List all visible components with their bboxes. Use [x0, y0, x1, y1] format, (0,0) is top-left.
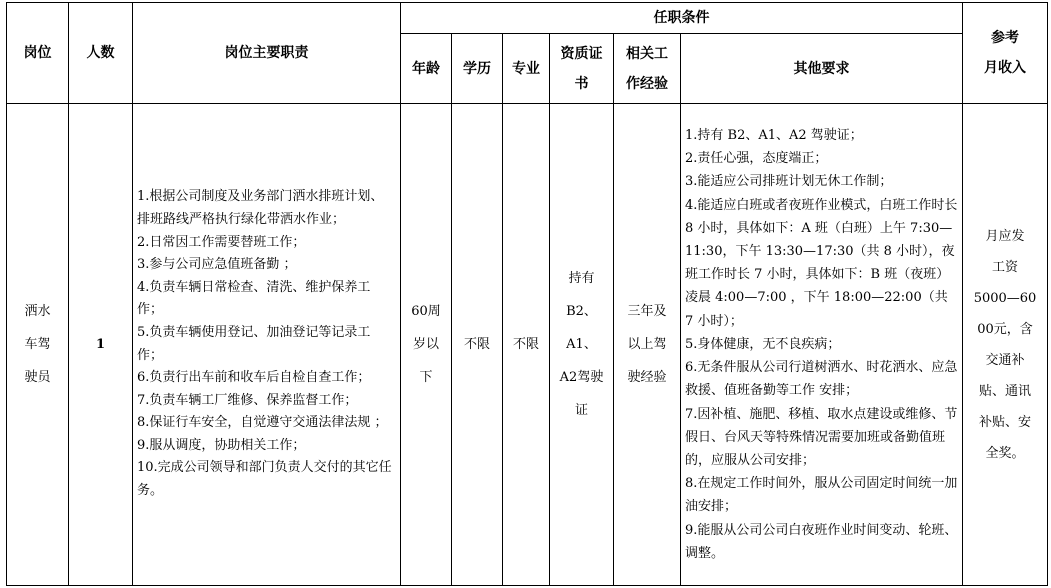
experience-line: 三年及 [627, 304, 667, 319]
duty-item: 9.服从调度，协助相关工作； [137, 437, 306, 453]
duty-item: 6.负责行出车前和收车后自检自查工作； [137, 370, 371, 386]
income-line: 交通补 [985, 352, 1025, 368]
duty-item: 5.负责车辆使用登记、加油登记等记录工作； [137, 324, 371, 363]
job-table [6, 2, 1048, 586]
cell-other [681, 104, 963, 586]
cell-education: 不限 [452, 104, 503, 586]
position-line: 驶员 [24, 370, 51, 385]
certificate-line: 持有 [568, 271, 595, 286]
income-line: 工资 [992, 259, 1019, 275]
header-other: 其他要求 [681, 34, 963, 104]
experience-line: 驶经验 [627, 370, 667, 385]
header-major: 专业 [503, 34, 550, 104]
cell-position [7, 104, 69, 586]
other-item: 5.身体健康，无不良疾病； [685, 336, 841, 352]
cell-experience [614, 104, 681, 586]
other-item: 2.责任心强，态度端正； [685, 151, 828, 167]
certificate-line: A2驾驶 [559, 370, 604, 385]
header-income [963, 3, 1048, 104]
age-line: 下 [419, 370, 433, 385]
experience-line: 以上驾 [627, 337, 667, 352]
header-experience-line2: 作经验 [626, 75, 668, 92]
duty-item: 3.参与公司应急值班备勤 ； [137, 257, 297, 273]
other-item: 4.能适应白班或者夜班作业模式，白班工作时长 8 小时，具体如下：A 班（白班）上午 7:30—11:30，下午 13:30—17:30（共 8 小时），夜班工作时长 7 小时，具体如下：B 班（夜班）凌晨 4:00—7:00 ，下午 18:00—22:00（共 7 小时）； [685, 197, 958, 329]
header-certificate-line1: 资质证 [560, 45, 603, 62]
header-experience-line1: 相关工 [626, 45, 668, 62]
age-line: 60周 [411, 304, 441, 319]
position-line: 车驾 [24, 337, 51, 352]
income-line: 月应发 [985, 228, 1025, 244]
cell-major: 不限 [503, 104, 550, 586]
cell-certificate [550, 104, 614, 586]
header-duties: 岗位主要职责 [133, 3, 401, 104]
duty-item: 10.完成公司领导和部门负责人交付的其它任务。 [137, 460, 392, 499]
header-requirements: 任职条件 [401, 3, 963, 34]
income-line: 补贴、安 [979, 414, 1032, 430]
table-row [7, 104, 1048, 586]
other-item: 1.持有 B2、A1、A2 驾驶证； [685, 128, 863, 144]
duty-item: 4.负责车辆日常检查、清洗、维护保养工作； [137, 279, 371, 318]
header-experience [614, 34, 681, 104]
age-line: 岁以 [412, 337, 439, 352]
income-line: 全奖。 [985, 445, 1025, 461]
certificate-line: B2、A1、 [566, 304, 597, 352]
other-item: 3.能适应公司排班计划无休工作制； [685, 174, 893, 190]
cell-age [401, 104, 452, 586]
header-headcount: 人数 [69, 3, 133, 104]
duty-item: 2.日常因工作需要替班工作； [137, 234, 306, 250]
income-line: 贴、通讯 [979, 383, 1032, 399]
other-item: 8.在规定工作时间外，服从公司固定时间统一加油安排； [685, 476, 958, 515]
cell-duties [133, 104, 401, 586]
position-line: 洒水 [24, 304, 51, 319]
header-income-line2: 月收入 [984, 60, 1027, 76]
header-row-1 [7, 3, 1048, 34]
income-line: 00元，含 [977, 321, 1033, 337]
header-position: 岗位 [7, 3, 69, 104]
other-item: 6.无条件服从公司行道树洒水、时花洒水、应急救援、值班备勤等工作 安排； [685, 360, 958, 399]
cell-headcount: 1 [69, 104, 133, 586]
header-education: 学历 [452, 34, 503, 104]
header-certificate [550, 34, 614, 104]
duty-item: 7.负责车辆工厂维修、保养监督工作； [137, 392, 358, 408]
income-line: 5000—60 [973, 290, 1037, 306]
duty-item: 1.根据公司制度及业务部门洒水排班计划、排班路线严格执行绿化带洒水作业； [137, 189, 384, 227]
header-income-line1: 参考 [991, 30, 1020, 46]
cell-income [963, 104, 1048, 586]
other-item: 7.因补植、施肥、移植、取水点建设或维修、节假日、台风天等特殊情况需要加班或备勤值班的，应服从公司安排； [685, 406, 958, 468]
header-certificate-line2: 书 [574, 75, 589, 92]
certificate-line: 证 [574, 403, 588, 418]
other-item: 9.能服从公司公司白夜班作业时间变动、轮班、调整。 [685, 522, 958, 561]
duty-item: 8.保证行车安全，自觉遵守交通法律法规 ； [137, 415, 388, 431]
header-age: 年龄 [401, 34, 452, 104]
